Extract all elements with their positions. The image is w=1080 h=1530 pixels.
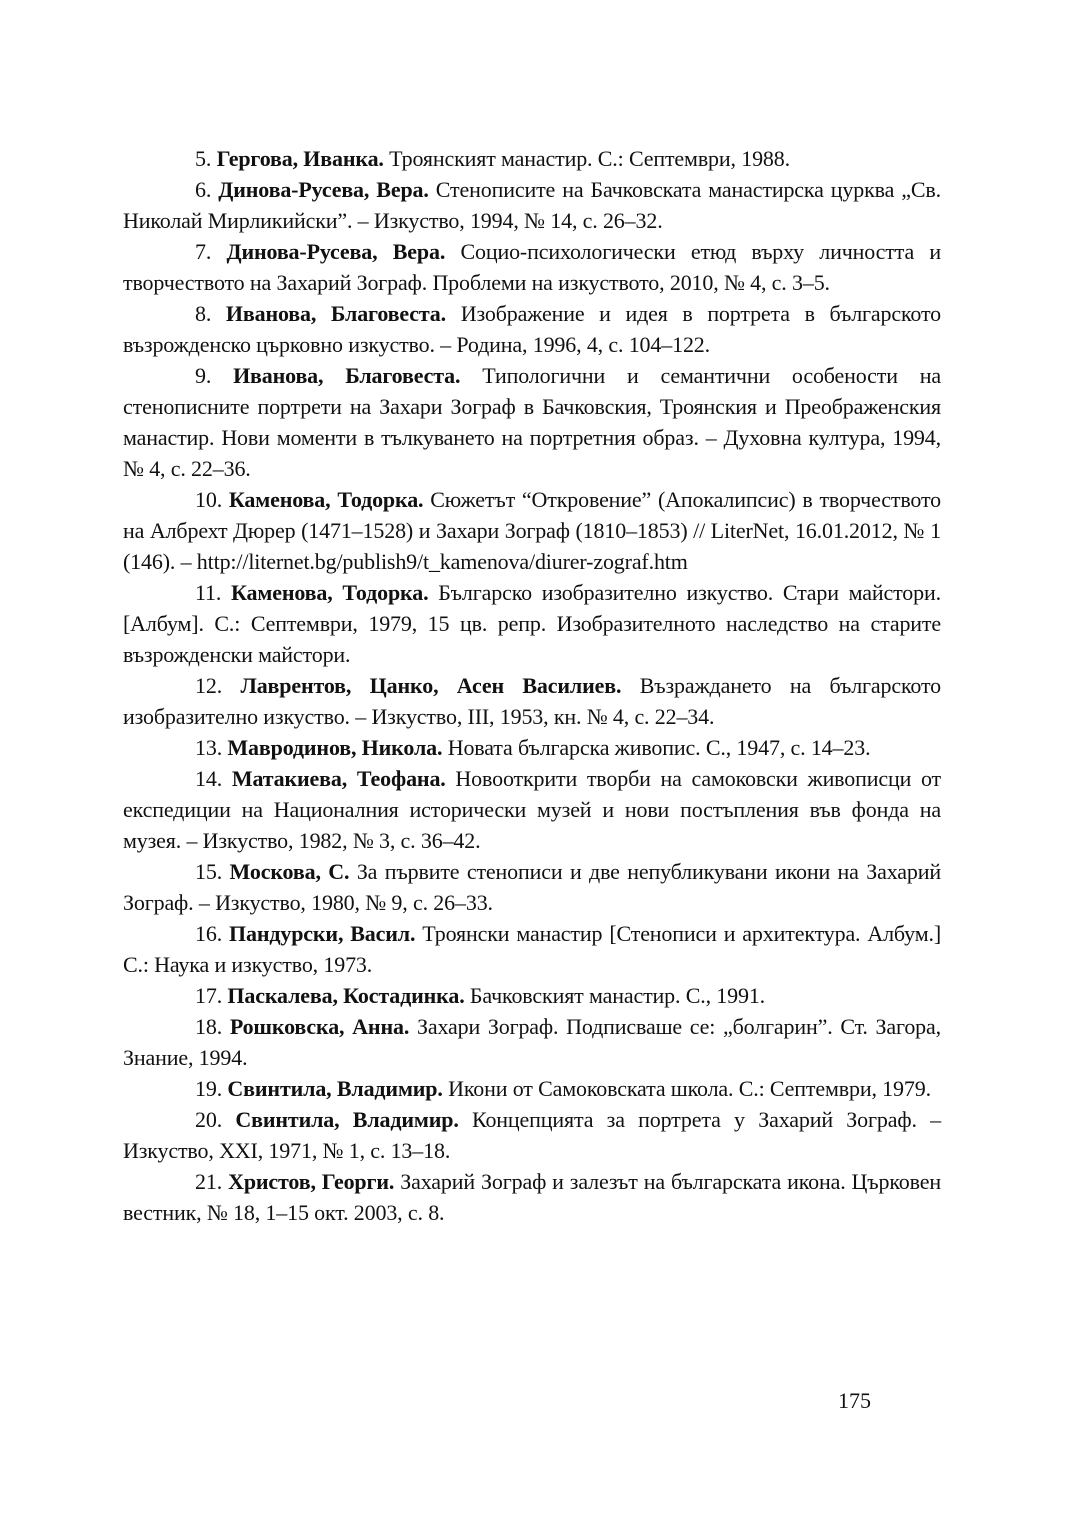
entry-author: Гергова, Иванка. xyxy=(216,146,384,171)
entry-text: Концепцията за портрета у Захарий Зограф. – Изкуство, XXI, 1971, № 1, с. 13–18. xyxy=(123,1107,941,1163)
entry-text: Захарий Зограф и залезът на българската икона. Църковен вестник, № 18, 1–15 окт. 2003, с. 8. xyxy=(123,1169,941,1225)
bibliography-entry xyxy=(123,577,941,670)
bibliography-entry xyxy=(123,1073,941,1104)
entry-author: Иванова, Благовеста. xyxy=(225,301,446,326)
bibliography-entry xyxy=(123,298,941,360)
entry-number: 19. xyxy=(195,1076,223,1101)
entry-author: Каменова, Тодорка. xyxy=(231,580,429,605)
entry-number: 18. xyxy=(195,1014,223,1039)
entry-number: 20. xyxy=(195,1107,223,1132)
entry-number: 8. xyxy=(195,301,212,326)
bibliography-entry xyxy=(123,980,941,1011)
bibliography-entry xyxy=(123,360,941,484)
entry-author: Динова-Русева, Вера. xyxy=(226,239,446,264)
entry-number: 9. xyxy=(195,363,212,388)
bibliography-entry xyxy=(123,1011,941,1073)
entry-author: Каменова, Тодорка. xyxy=(228,487,424,512)
entry-text: Бачковският манастир. С., 1991. xyxy=(469,983,766,1008)
bibliography-entry xyxy=(123,918,941,980)
entry-text: Троянският манастир. С.: Септември, 1988. xyxy=(389,146,790,171)
entry-text: Стенописите на Бачковската манастирска цурква „Св. Николай Мирликийски”. – Изкуство, 1994, № 14, с. 26–32. xyxy=(123,177,941,233)
bibliography-entry xyxy=(123,732,941,763)
bibliography-entry xyxy=(123,174,941,236)
entry-number: 14. xyxy=(195,766,223,791)
entry-author: Свинтила, Владимир. xyxy=(235,1107,459,1132)
entry-author: Паскалева, Костадинка. xyxy=(227,983,465,1008)
entry-text: Изображение и идея в портрета в българското възрожденско църковно изкуство. – Родина, 1996, 4, с. 104–122. xyxy=(123,301,942,357)
entry-number: 17. xyxy=(195,983,223,1008)
entry-author: Рошковска, Анна. xyxy=(229,1014,410,1039)
entry-number: 12. xyxy=(195,673,223,698)
entry-number: 16. xyxy=(195,921,223,946)
entry-number: 13. xyxy=(195,735,223,760)
entry-number: 10. xyxy=(195,487,223,512)
entry-text: Икони от Самоковската школа. С.: Септември, 1979. xyxy=(448,1076,931,1101)
entry-text: Сюжетът “Откровение” (Апокалипсис) в творчеството на Албрехт Дюрер (1471–1528) и Захари Зограф (1810–1853) // LiterNet, 16.01.2012, № 1 (146). – http://liternet.bg/publish9/t_kamenova/diurer-zograf.htm xyxy=(123,487,941,574)
bibliography-entry xyxy=(123,236,941,298)
entry-author: Свинтила, Владимир. xyxy=(227,1076,443,1101)
entry-number: 6. xyxy=(195,177,212,202)
entry-text: Новата българска живопис. С., 1947, с. 14–23. xyxy=(447,735,871,760)
entry-text: За първите стенописи и две непубликувани икони на Захарий Зограф. – Изкуство, 1980, № 9, с. 26–33. xyxy=(123,859,942,915)
bibliography-entry xyxy=(123,763,941,856)
entry-author: Мавродинов, Никола. xyxy=(227,735,443,760)
entry-text: Новооткрити творби на самоковски живописци от експедиции на Националния исторически музей и нови постъпления във фонда на музея. – Изкуство, 1982, № 3, с. 36–42. xyxy=(123,766,942,853)
entry-text: Захари Зограф. Подписваше се: „болгарин”. Ст. Загора, Знание, 1994. xyxy=(123,1014,941,1070)
entry-author: Лаврентов, Цанко, Асен Василиев. xyxy=(240,673,622,698)
entry-author: Динова-Русева, Вера. xyxy=(218,177,429,202)
page-number: 175 xyxy=(838,1388,871,1413)
bibliography-entry xyxy=(123,1166,941,1228)
entry-number: 21. xyxy=(195,1169,223,1194)
entry-number: 7. xyxy=(195,239,212,264)
bibliography-entry xyxy=(123,856,941,918)
entry-number: 11. xyxy=(195,580,222,605)
entry-number: 15. xyxy=(195,859,223,884)
entry-text: Социо-психологически етюд върху личността и творчеството на Захарий Зограф. Проблеми на изкуството, 2010, № 4, с. 3–5. xyxy=(123,239,941,295)
entry-author: Матакиева, Теофана. xyxy=(231,766,446,791)
bibliography-entry xyxy=(123,670,941,732)
bibliography-entry xyxy=(123,143,941,174)
bibliography-list xyxy=(123,143,941,1228)
entry-author: Пандурски, Васил. xyxy=(229,921,416,946)
entry-text: Типологични и семантични особености на стенописните портрети на Захари Зограф в Бачковския, Троянския и Преображенския манастир. Нови моменти в тълкуването на портретния образ. – Духовна култура, 1994, № 4, с. 22–36. xyxy=(123,363,941,481)
entry-author: Христов, Георги. xyxy=(228,1169,395,1194)
entry-text: Троянски манастир [Стенописи и архитектура. Албум.] С.: Наука и изкуство, 1973. xyxy=(123,921,941,977)
bibliography-entry xyxy=(123,1104,941,1166)
entry-text: Възраждането на българското изобразително изкуство. – Изкуство, III, 1953, кн. № 4, с. 22–34. xyxy=(123,673,941,729)
entry-author: Москова, С. xyxy=(229,859,350,884)
entry-number: 5. xyxy=(195,146,212,171)
entry-text: Българско изобразително изкуство. Стари майстори. [Албум]. С.: Септември, 1979, 15 цв. репр. Изобразителното наследство на старите възрожденски майстори. xyxy=(123,580,941,667)
entry-author: Иванова, Благовеста. xyxy=(233,363,461,388)
bibliography-entry xyxy=(123,484,941,577)
